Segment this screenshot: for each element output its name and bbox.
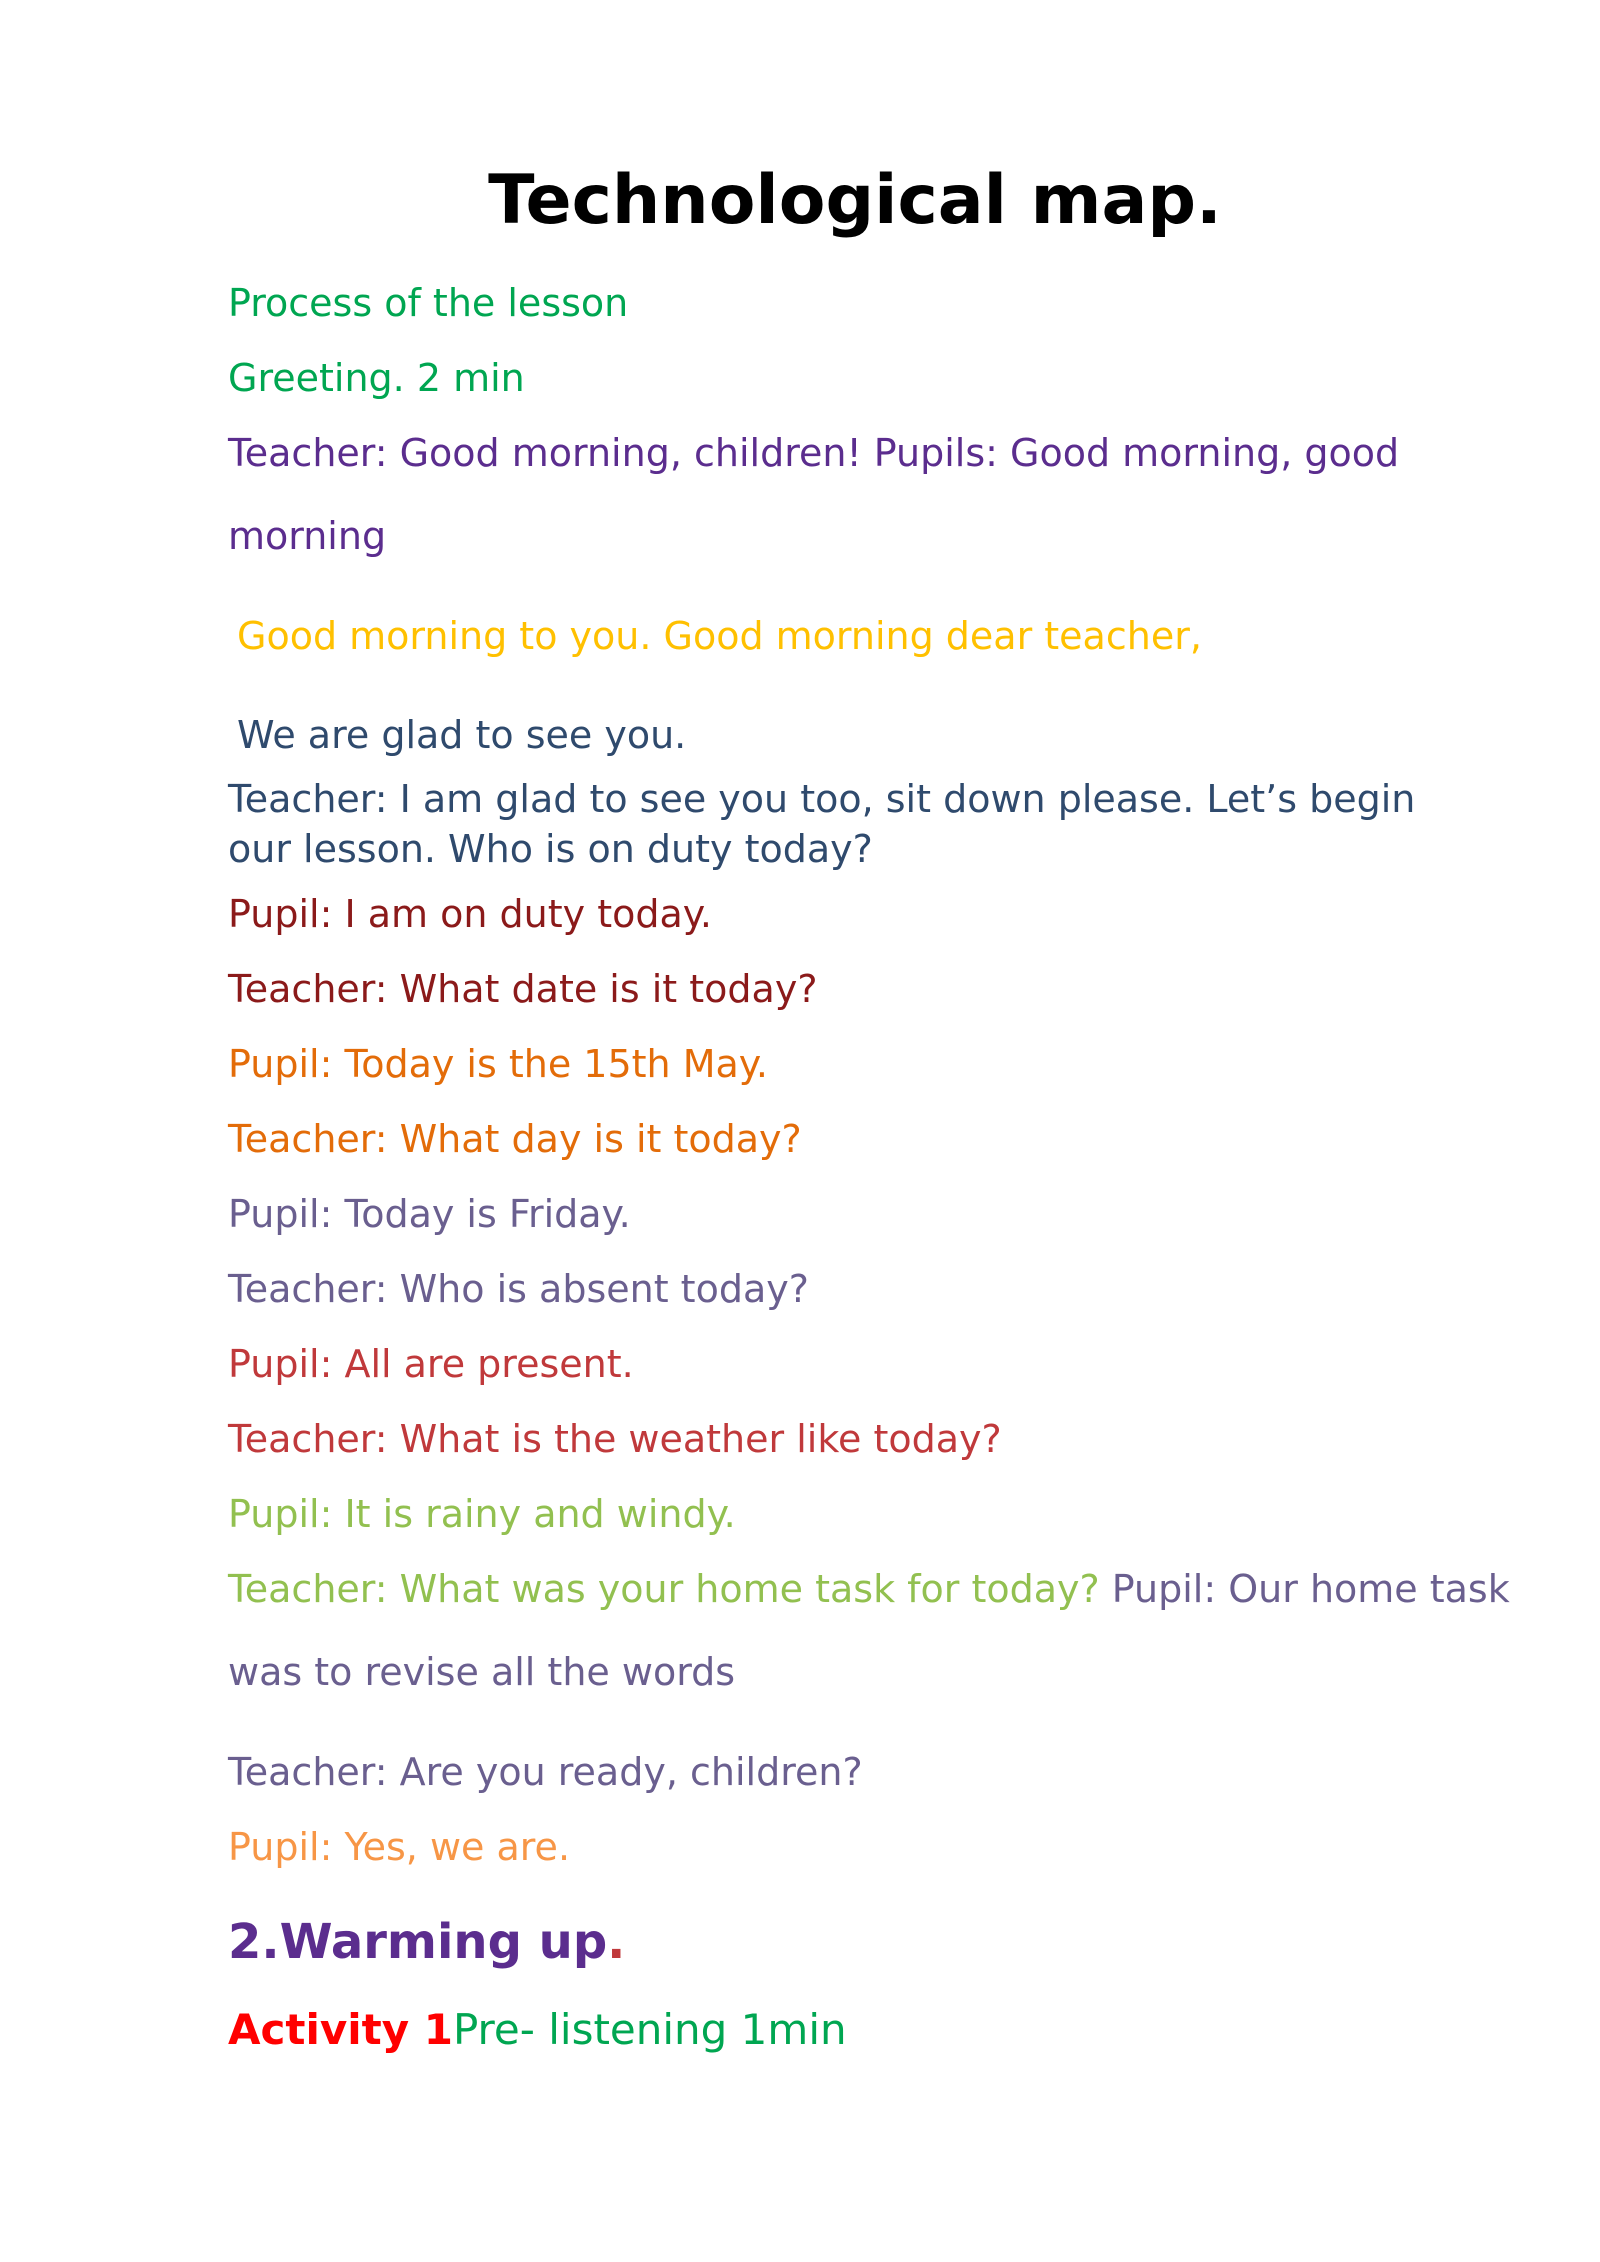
activity-label: Activity 1 [228, 2005, 453, 2054]
dialogue-line: Teacher: Are you ready, children? [228, 1750, 863, 1794]
warming-up-label: 2.Warming up [228, 1914, 608, 1970]
dialogue-line: Pupil: Today is Friday. [228, 1192, 631, 1236]
dialogue-line: Pupil: It is rainy and windy. [228, 1492, 736, 1536]
dialogue-line: Pupil: Yes, we are. [228, 1825, 571, 1869]
dialogue-line: Teacher: What day is it today? [228, 1117, 802, 1161]
dialogue-line: We are glad to see you. [237, 713, 687, 757]
section-heading-warming-up [228, 1912, 625, 1972]
dialogue-line: Teacher: I am glad to see you too, sit down please. Let’s begin our lesson. Who is on duty today? [228, 777, 1416, 871]
teacher-question: Teacher: What was your home task for today? [228, 1567, 1100, 1611]
pupil-answer: Pupil: Our home task [1099, 1567, 1510, 1611]
section-process-label: Process of the lesson [228, 281, 629, 325]
dialogue-line: Good morning to you. Good morning dear teacher, [237, 614, 1202, 658]
activity-heading [228, 2003, 847, 2057]
page-title: Technological map. [488, 161, 1222, 240]
dialogue-line: Pupil: Today is the 15th May. [228, 1042, 768, 1086]
heading-dot: . [607, 1914, 626, 1970]
dialogue-line: morning [228, 514, 387, 558]
dialogue-line: Teacher: What is the weather like today? [228, 1417, 1002, 1461]
dialogue-line: was to revise all the words [228, 1650, 736, 1694]
dialogue-line: Teacher: Who is absent today? [228, 1267, 809, 1311]
activity-description: Pre- listening 1min [452, 2005, 847, 2054]
dialogue-line [228, 1564, 1510, 1614]
greeting-label: Greeting. 2 min [228, 356, 525, 400]
dialogue-line: Teacher: What date is it today? [228, 967, 818, 1011]
dialogue-line: Teacher: Good morning, children! Pupils: Good morning, good [228, 431, 1400, 475]
dialogue-line: Pupil: All are present. [228, 1342, 634, 1386]
dialogue-line: Pupil: I am on duty today. [228, 892, 712, 936]
